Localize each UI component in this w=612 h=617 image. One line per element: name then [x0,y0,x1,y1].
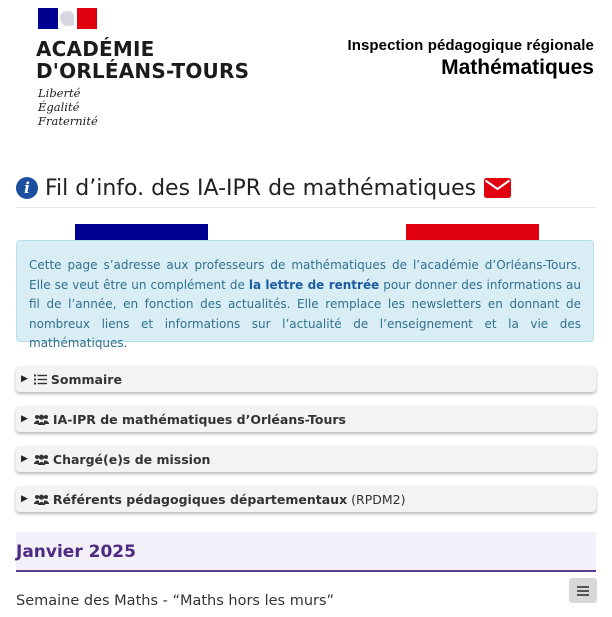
lettre-de-rentree-link[interactable]: la lettre de rentrée [248,277,380,292]
intro-box [16,240,594,350]
section-referents[interactable] [16,486,596,512]
month-header [16,532,596,572]
info-icon: i [16,177,38,199]
section-suffix: (RPDM2) [351,491,406,507]
academie-line1: ACADÉMIE [36,37,155,61]
users-icon [34,414,49,425]
flag-band-red [406,224,539,240]
users-icon [34,494,49,505]
section-label: Sommaire [50,371,122,387]
hamburger-icon [577,581,589,600]
ipr-line1: Inspection pédagogique régionale [347,37,594,54]
flag-band-blue [75,224,208,240]
section-label: Chargé(e)s de mission [52,451,211,467]
section-charges-de-mission[interactable] [16,446,596,472]
ipr-line2: Mathématiques [441,56,594,79]
section-label: Référents pédagogiques départementaux [52,491,348,507]
article-title[interactable]: Semaine des Maths - “Maths hors les murs” [16,593,335,609]
marianne-logo [38,8,97,29]
ipr-header [347,36,594,81]
users-icon [34,454,49,465]
section-sommaire[interactable] [16,366,596,392]
disclosure-triangle-icon: ▶ [21,454,28,464]
title-divider [16,207,596,208]
envelope-icon[interactable] [484,178,511,198]
section-ia-ipr[interactable] [16,406,596,432]
disclosure-triangle-icon: ▶ [21,494,28,504]
page-title-row [16,170,596,206]
academie-line2: D'ORLÉANS-TOURS [36,59,250,83]
month-label: Janvier 2025 [16,542,136,562]
disclosure-triangle-icon: ▶ [21,414,28,424]
devise-liberte: Liberté [38,86,81,100]
devise-fraternite: Fraternité [38,114,98,128]
academie-name [36,38,249,82]
disclosure-triangle-icon: ▶ [21,374,28,384]
devise-egalite: Égalité [38,100,80,114]
page-title: Fil d’info. des IA-IPR de mathématiques [45,175,477,201]
menu-button[interactable] [569,578,597,603]
list-icon [34,374,47,385]
intro-text: Cette page s’adresse aux professeurs de mathématiques de l’académie d’Orléans-Tours. Elle se veut être un complément de la lettre de rentrée pour donner des informations au fil de l’année, en fonction des actualités. Elle remplace les newsletters en donnant de nombreux liens et informations sur l’actualité de l’enseignement et la vie des mathématiques. [29,258,581,350]
section-label: IA-IPR de mathématiques d’Orléans-Tours [52,411,346,427]
devise [38,86,98,128]
